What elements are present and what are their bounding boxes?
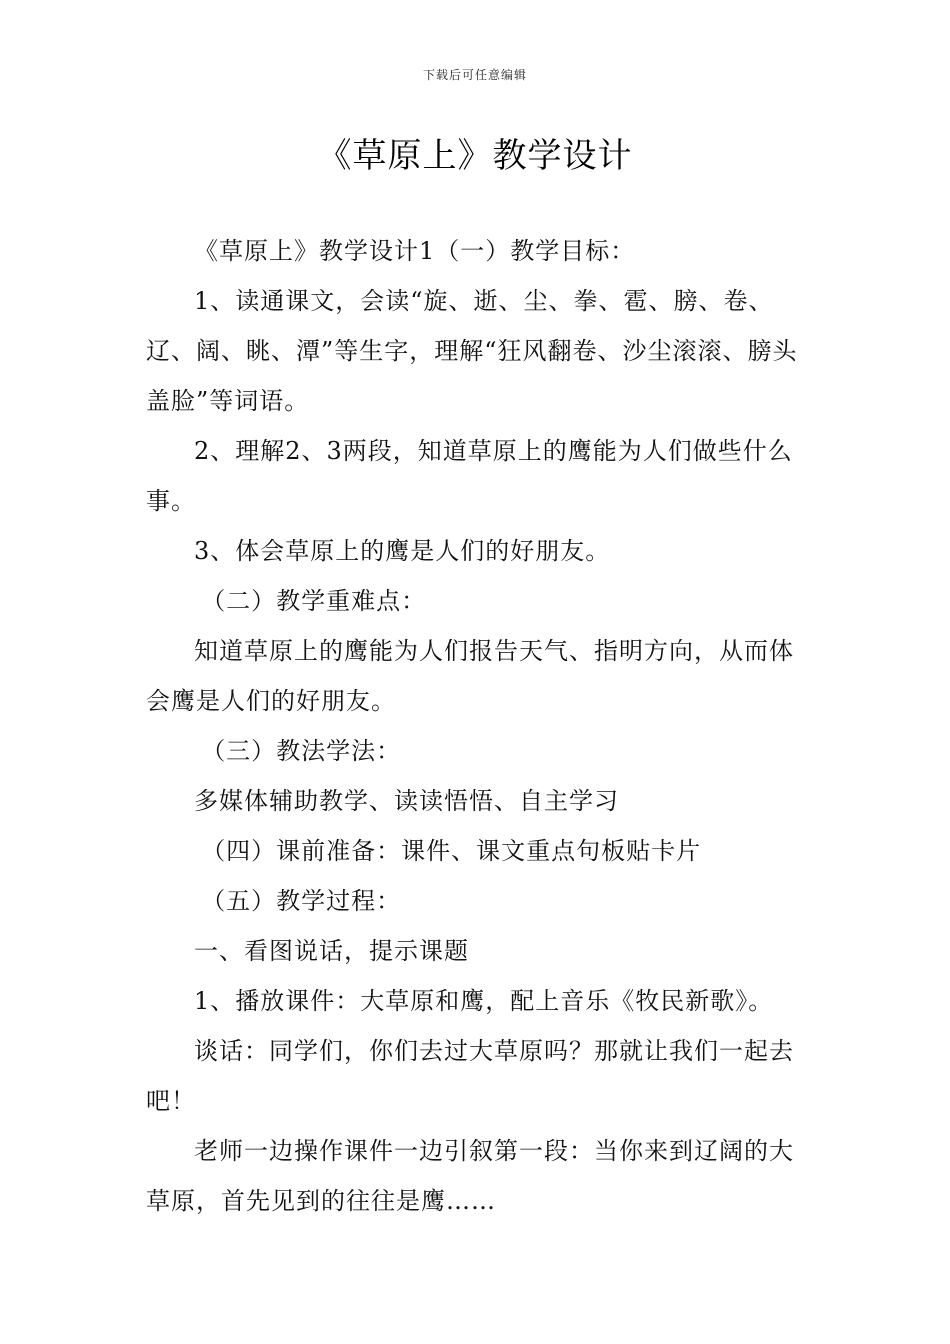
paragraph: 多媒体辅助教学、读读悟悟、自主学习 <box>194 787 619 815</box>
paragraph: 老师一边操作课件一边引叙第一段：当你来到辽阔的大草原，首先见到的往往是鹰…… <box>146 1137 794 1215</box>
paragraph: 一、看图说话，提示课题 <box>194 937 469 965</box>
document-title: 《草原上》教学设计 <box>317 136 633 176</box>
document-body <box>146 226 808 1226</box>
paragraph: 1、读通课文，会读“旋、逝、尘、拳、雹、膀、卷、辽、阔、眺、潭”等生字，理解“狂风翻卷、沙尘滚滚、膀头盖脸”等词语。 <box>146 287 798 415</box>
paragraph: 《草原上》教学设计1（一）教学目标： <box>194 237 636 265</box>
paragraph: 2、理解2、3两段，知道草原上的鹰能为人们做些什么事。 <box>146 437 793 515</box>
header-note: 下载后可任意编辑 <box>422 68 527 82</box>
paragraph: 3、体会草原上的鹰是人们的好朋友。 <box>194 537 611 565</box>
paragraph: （四）课前准备：课件、课文重点句板贴卡片 <box>201 837 702 865</box>
paragraph: 谈话：同学们，你们去过大草原吗？那就让我们一起去吧！ <box>146 1037 794 1115</box>
paragraph: （二）教学重难点： <box>201 587 427 615</box>
paragraph: 1、播放课件：大草原和鹰，配上音乐《牧民新歌》。 <box>194 987 774 1015</box>
paragraph: 知道草原上的鹰能为人们报告天气、指明方向，从而体会鹰是人们的好朋友。 <box>146 637 794 715</box>
paragraph: （五）教学过程： <box>201 887 402 915</box>
paragraph: （三）教法学法： <box>201 737 402 765</box>
